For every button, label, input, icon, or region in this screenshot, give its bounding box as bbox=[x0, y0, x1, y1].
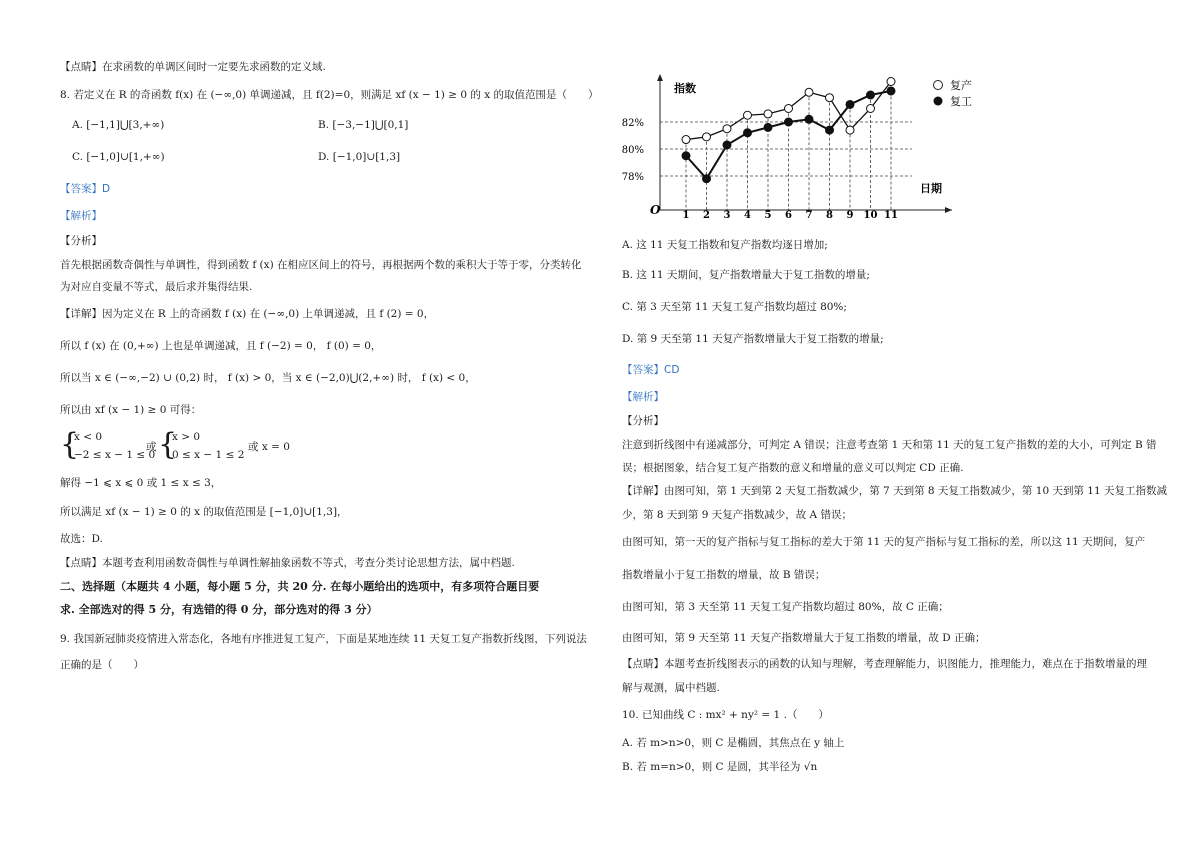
detail-line-1: 【详解】因为定义在 R 上的奇函数 f (x) 在 (−∞,0) 上单调递减，且 f (2) = 0， bbox=[60, 308, 435, 320]
tip-line-1: 【点睛】本题考查折线图表示的函数的认知与理解，考查理解能力，识图能力，推理能力，难点在于指数增量的理 bbox=[622, 658, 1147, 670]
section-heading-1: 二、选择题（本题共 4 小题，每小题 5 分，共 20 分. 在每小题给出的选项中，有多项符合题目要 bbox=[60, 580, 540, 593]
fenxi-tag: 【分析】 bbox=[622, 415, 664, 427]
fugong-point bbox=[887, 87, 895, 95]
q8-option-b: B. [−3,−1]⋃[0,1] bbox=[318, 119, 409, 131]
fuchan-point bbox=[805, 88, 813, 96]
detail-line-2: 所以 f (x) 在 (0,+∞) 上也是单调递减，且 f (−2) = 0， f (0) = 0， bbox=[60, 340, 382, 352]
fugong-point bbox=[805, 115, 813, 123]
y-tick-78: 78% bbox=[621, 172, 644, 183]
q8-tip: 【点睛】本题考查利用函数奇偶性与单调性解抽象函数不等式，考查分类讨论思想方法，属中档题. bbox=[60, 557, 515, 569]
system2-line-a: x > 0 bbox=[172, 431, 201, 443]
y-axis-label: 指数 bbox=[674, 82, 696, 95]
fuchan-point bbox=[744, 111, 752, 119]
x-tick-label: 2 bbox=[703, 210, 710, 221]
detail-line-3: 由图可知，第一天的复产指标与复工指标的差大于第 11 天的复产指标与复工指标的差，所以这 11 天期间，复产 bbox=[622, 536, 1146, 548]
fuchan-point bbox=[846, 126, 854, 134]
x-tick-label: 10 bbox=[863, 210, 878, 221]
detail-line-7: 故选：D. bbox=[60, 533, 103, 545]
or-label-2: 或 x = 0 bbox=[248, 441, 290, 453]
detail-line-5: 解得 −1 ⩽ x ⩽ 0 或 1 ≤ x ≤ 3， bbox=[60, 477, 222, 489]
fenxi-line-2: 误；根据图象，结合复工复产指数的意义和增量的意义可以判定 CD 正确. bbox=[622, 462, 964, 474]
x-tick-label: 1 bbox=[682, 210, 690, 221]
answer-value: D bbox=[102, 183, 111, 195]
legend-marker-fuchan bbox=[934, 81, 943, 90]
chart-grid bbox=[660, 82, 912, 211]
q8-option-c: C. [−1,0]∪[1,+∞) bbox=[72, 151, 165, 163]
q8-stem: 8. 若定义在 R 的奇函数 f(x) 在 (−∞,0) 单调递减，且 f(2)=0，则满足 xf (x − 1) ≥ 0 的 x 的取值范围是（ ） bbox=[60, 89, 599, 101]
y-axis-arrow bbox=[657, 74, 663, 81]
chart-axes bbox=[622, 74, 952, 217]
y-tick-82: 82% bbox=[621, 118, 644, 129]
x-tick-label: 6 bbox=[785, 210, 792, 221]
q9-stem-1: 9. 我国新冠肺炎疫情进入常态化，各地有序推进复工复产，下面是某地连续 11 天复工复产指数折线图，下列说法 bbox=[60, 633, 587, 645]
fugong-point bbox=[723, 141, 731, 149]
fenxi-line-1: 首先根据函数奇偶性与单调性，得到函数 f (x) 在相应区间上的符号，再根据两个数的乘积大于等于零，分类转化 bbox=[60, 259, 582, 271]
answer-value: CD bbox=[664, 364, 680, 376]
analysis-tag: 【解析】 bbox=[60, 210, 102, 222]
inequality-systems bbox=[60, 428, 360, 466]
q8-option-d: D. [−1,0]∪[1,3] bbox=[318, 151, 401, 163]
fugong-point bbox=[785, 118, 793, 126]
x-tick-labels bbox=[683, 210, 898, 221]
q9-option-d: D. 第 9 天至第 11 天复产指数增量大于复工指数的增量; bbox=[622, 333, 884, 345]
legend-label-fugong: 复工 bbox=[950, 95, 972, 108]
section-heading-2: 求. 全部选对的得 5 分，有选错的得 0 分，部分选对的得 3 分） bbox=[60, 603, 378, 616]
x-tick-label: 3 bbox=[723, 210, 731, 221]
fuchan-point bbox=[887, 78, 895, 86]
fugong-point bbox=[846, 100, 854, 108]
detail-line-6: 所以满足 xf (x − 1) ≥ 0 的 x 的取值范围是 [−1,0]∪[1,3]， bbox=[60, 506, 348, 518]
fugong-point bbox=[867, 91, 875, 99]
x-axis-arrow bbox=[945, 207, 952, 213]
line-chart bbox=[621, 68, 972, 221]
fenxi-tag: 【分析】 bbox=[60, 235, 102, 247]
x-tick-label: 11 bbox=[884, 210, 898, 221]
q10-option-b: B. 若 m=n>0，则 C 是圆，其半径为 √n bbox=[622, 761, 818, 773]
legend-marker-fugong bbox=[934, 97, 943, 106]
answer-tag: 【答案】 bbox=[60, 183, 102, 195]
chart-legend bbox=[934, 78, 973, 108]
fuchan-point bbox=[703, 133, 711, 141]
q10-option-a: A. 若 m>n>0，则 C 是椭圆，其焦点在 y 轴上 bbox=[622, 737, 845, 749]
detail-line-2: 少，第 8 天到第 9 天复产指数减少，故 A 错误； bbox=[622, 509, 852, 521]
detail-line-4: 指数增量小于复工指数的增量，故 B 错误； bbox=[622, 569, 826, 581]
q8-answer bbox=[60, 182, 110, 196]
fuchan-point bbox=[785, 105, 793, 113]
fuchan-point bbox=[682, 136, 690, 144]
fugong-point bbox=[703, 175, 711, 183]
fugong-point bbox=[826, 126, 834, 134]
answer-tag: 【答案】 bbox=[622, 364, 664, 376]
or-label-1: 或 bbox=[146, 441, 157, 453]
legend-label-fuchan: 复产 bbox=[950, 79, 972, 92]
fuchan-point bbox=[826, 94, 834, 102]
brace-2: { bbox=[158, 427, 178, 462]
q8-option-a: A. [−1,1]⋃[3,+∞) bbox=[72, 119, 165, 131]
origin-label: O bbox=[650, 203, 661, 217]
y-tick-80: 80% bbox=[621, 145, 644, 156]
system1-line-b: −2 ≤ x − 1 ≤ 0 bbox=[74, 449, 156, 461]
fuchan-point bbox=[764, 110, 772, 118]
q9-option-c: C. 第 3 天至第 11 天复工复产指数均超过 80%; bbox=[622, 301, 847, 313]
q9-option-b: B. 这 11 天期间，复产指数增量大于复工指数的增量; bbox=[622, 269, 870, 281]
x-tick-label: 8 bbox=[826, 210, 833, 221]
detail-line-4: 所以由 xf (x − 1) ≥ 0 可得： bbox=[60, 404, 202, 416]
fugong-point bbox=[744, 129, 752, 137]
q9-answer bbox=[622, 363, 679, 377]
fuchan-point bbox=[867, 105, 875, 113]
brace-1: { bbox=[60, 427, 80, 462]
system2-line-b: 0 ≤ x − 1 ≤ 2 bbox=[172, 449, 245, 461]
x-axis-label: 日期 bbox=[920, 182, 942, 195]
fuchan-point bbox=[723, 125, 731, 133]
x-tick-label: 5 bbox=[764, 210, 772, 221]
x-tick-label: 4 bbox=[744, 210, 751, 221]
detail-line-6: 由图可知，第 9 天至第 11 天复产指数增量大于复工指数的增量，故 D 正确； bbox=[622, 632, 986, 644]
q9-option-a: A. 这 11 天复工指数和复产指数均逐日增加; bbox=[622, 239, 828, 251]
fenxi-line-1: 注意到折线图中有递减部分，可判定 A 错误；注意考查第 1 天和第 11 天的复工复产指数的差的大小，可判定 B 错 bbox=[622, 439, 1157, 451]
x-tick-label: 9 bbox=[846, 210, 854, 221]
fugong-point bbox=[682, 152, 690, 160]
detail-line-1: 【详解】由图可知，第 1 天到第 2 天复工指数减少，第 7 天到第 8 天复工指数减少，第 10 天到第 11 天复工指数减 bbox=[622, 485, 1167, 497]
q9-stem-2: 正确的是（ ） bbox=[60, 659, 144, 671]
fugong-point bbox=[764, 123, 772, 131]
tip-previous: 【点睛】在求函数的单调区间时一定要先求函数的定义域. bbox=[60, 61, 326, 73]
analysis-tag: 【解析】 bbox=[622, 391, 664, 403]
detail-line-5: 由图可知，第 3 天至第 11 天复工复产指数均超过 80%，故 C 正确； bbox=[622, 601, 949, 613]
system1-line-a: x < 0 bbox=[74, 431, 103, 443]
tip-line-2: 解与观测，属中档题. bbox=[622, 682, 720, 694]
x-tick-label: 7 bbox=[805, 210, 813, 221]
q10-stem: 10. 已知曲线 C : mx² + ny² = 1 .（ ） bbox=[622, 709, 829, 721]
detail-line-3: 所以当 x ∈ (−∞,−2) ∪ (0,2) 时， f (x) > 0，当 x ∈ (−2,0)⋃(2,+∞) 时， f (x) < 0， bbox=[60, 372, 476, 384]
fenxi-line-2: 为对应自变量不等式，最后求并集得结果. bbox=[60, 281, 253, 293]
